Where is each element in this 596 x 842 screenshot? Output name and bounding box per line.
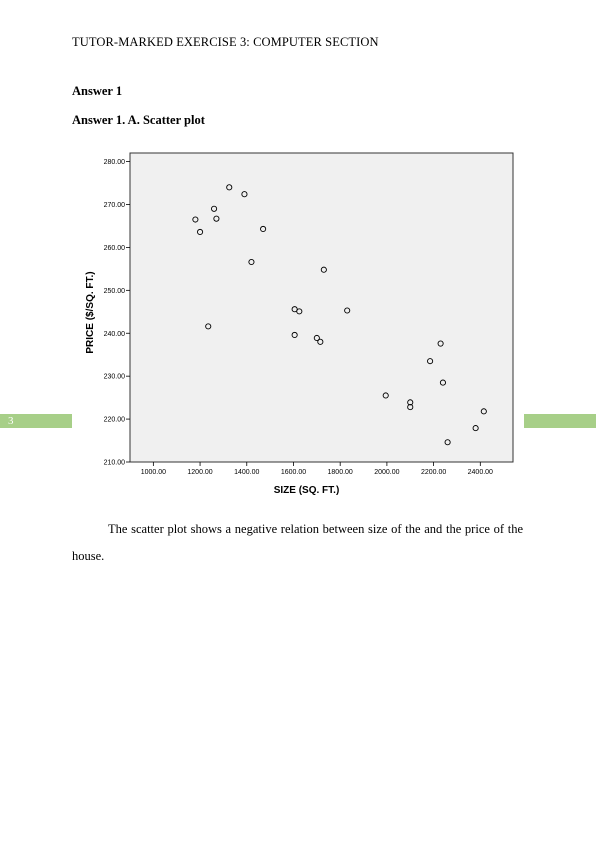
answer-heading: Answer 1 bbox=[72, 84, 123, 98]
page-number: 3 bbox=[8, 415, 14, 427]
plot-area bbox=[130, 153, 513, 462]
x-axis-label: SIZE (SQ. FT.) bbox=[273, 485, 340, 496]
page-header-title: TUTOR-MARKED EXERCISE 3: COMPUTER SECTION bbox=[72, 35, 379, 49]
x-tick-label: 2200.00 bbox=[420, 469, 447, 476]
scatter-chart-svg bbox=[70, 145, 530, 505]
y-tick-label: 220.00 bbox=[103, 416, 125, 424]
y-tick-label: 260.00 bbox=[103, 244, 125, 252]
page-number-bar-right bbox=[524, 414, 596, 428]
x-axis-ticks bbox=[141, 462, 493, 476]
scatter-chart bbox=[70, 145, 530, 505]
x-tick-label: 1800.00 bbox=[327, 469, 353, 476]
x-tick-label: 1000.00 bbox=[140, 469, 167, 476]
body-paragraph: The scatter plot shows a negative relation between size of the and the price of the house. bbox=[72, 522, 523, 563]
y-tick-label: 240.00 bbox=[103, 330, 125, 338]
x-tick-label: 2000.00 bbox=[374, 469, 400, 476]
y-tick-label: 280.00 bbox=[103, 159, 125, 167]
y-tick-label: 210.00 bbox=[103, 459, 125, 467]
x-tick-label: 1600.00 bbox=[280, 469, 307, 476]
y-axis-label: PRICE ($/SQ. FT.) bbox=[85, 271, 96, 354]
x-tick-label: 1400.00 bbox=[234, 469, 260, 476]
y-tick-label: 250.00 bbox=[103, 287, 125, 295]
y-axis-ticks bbox=[104, 159, 130, 466]
scatter-plot-subheading: Answer 1. A. Scatter plot bbox=[72, 113, 205, 127]
x-tick-label: 1200.00 bbox=[187, 469, 213, 476]
x-tick-label: 2400.00 bbox=[467, 469, 493, 476]
y-tick-label: 230.00 bbox=[103, 373, 125, 381]
y-tick-label: 270.00 bbox=[103, 202, 125, 209]
